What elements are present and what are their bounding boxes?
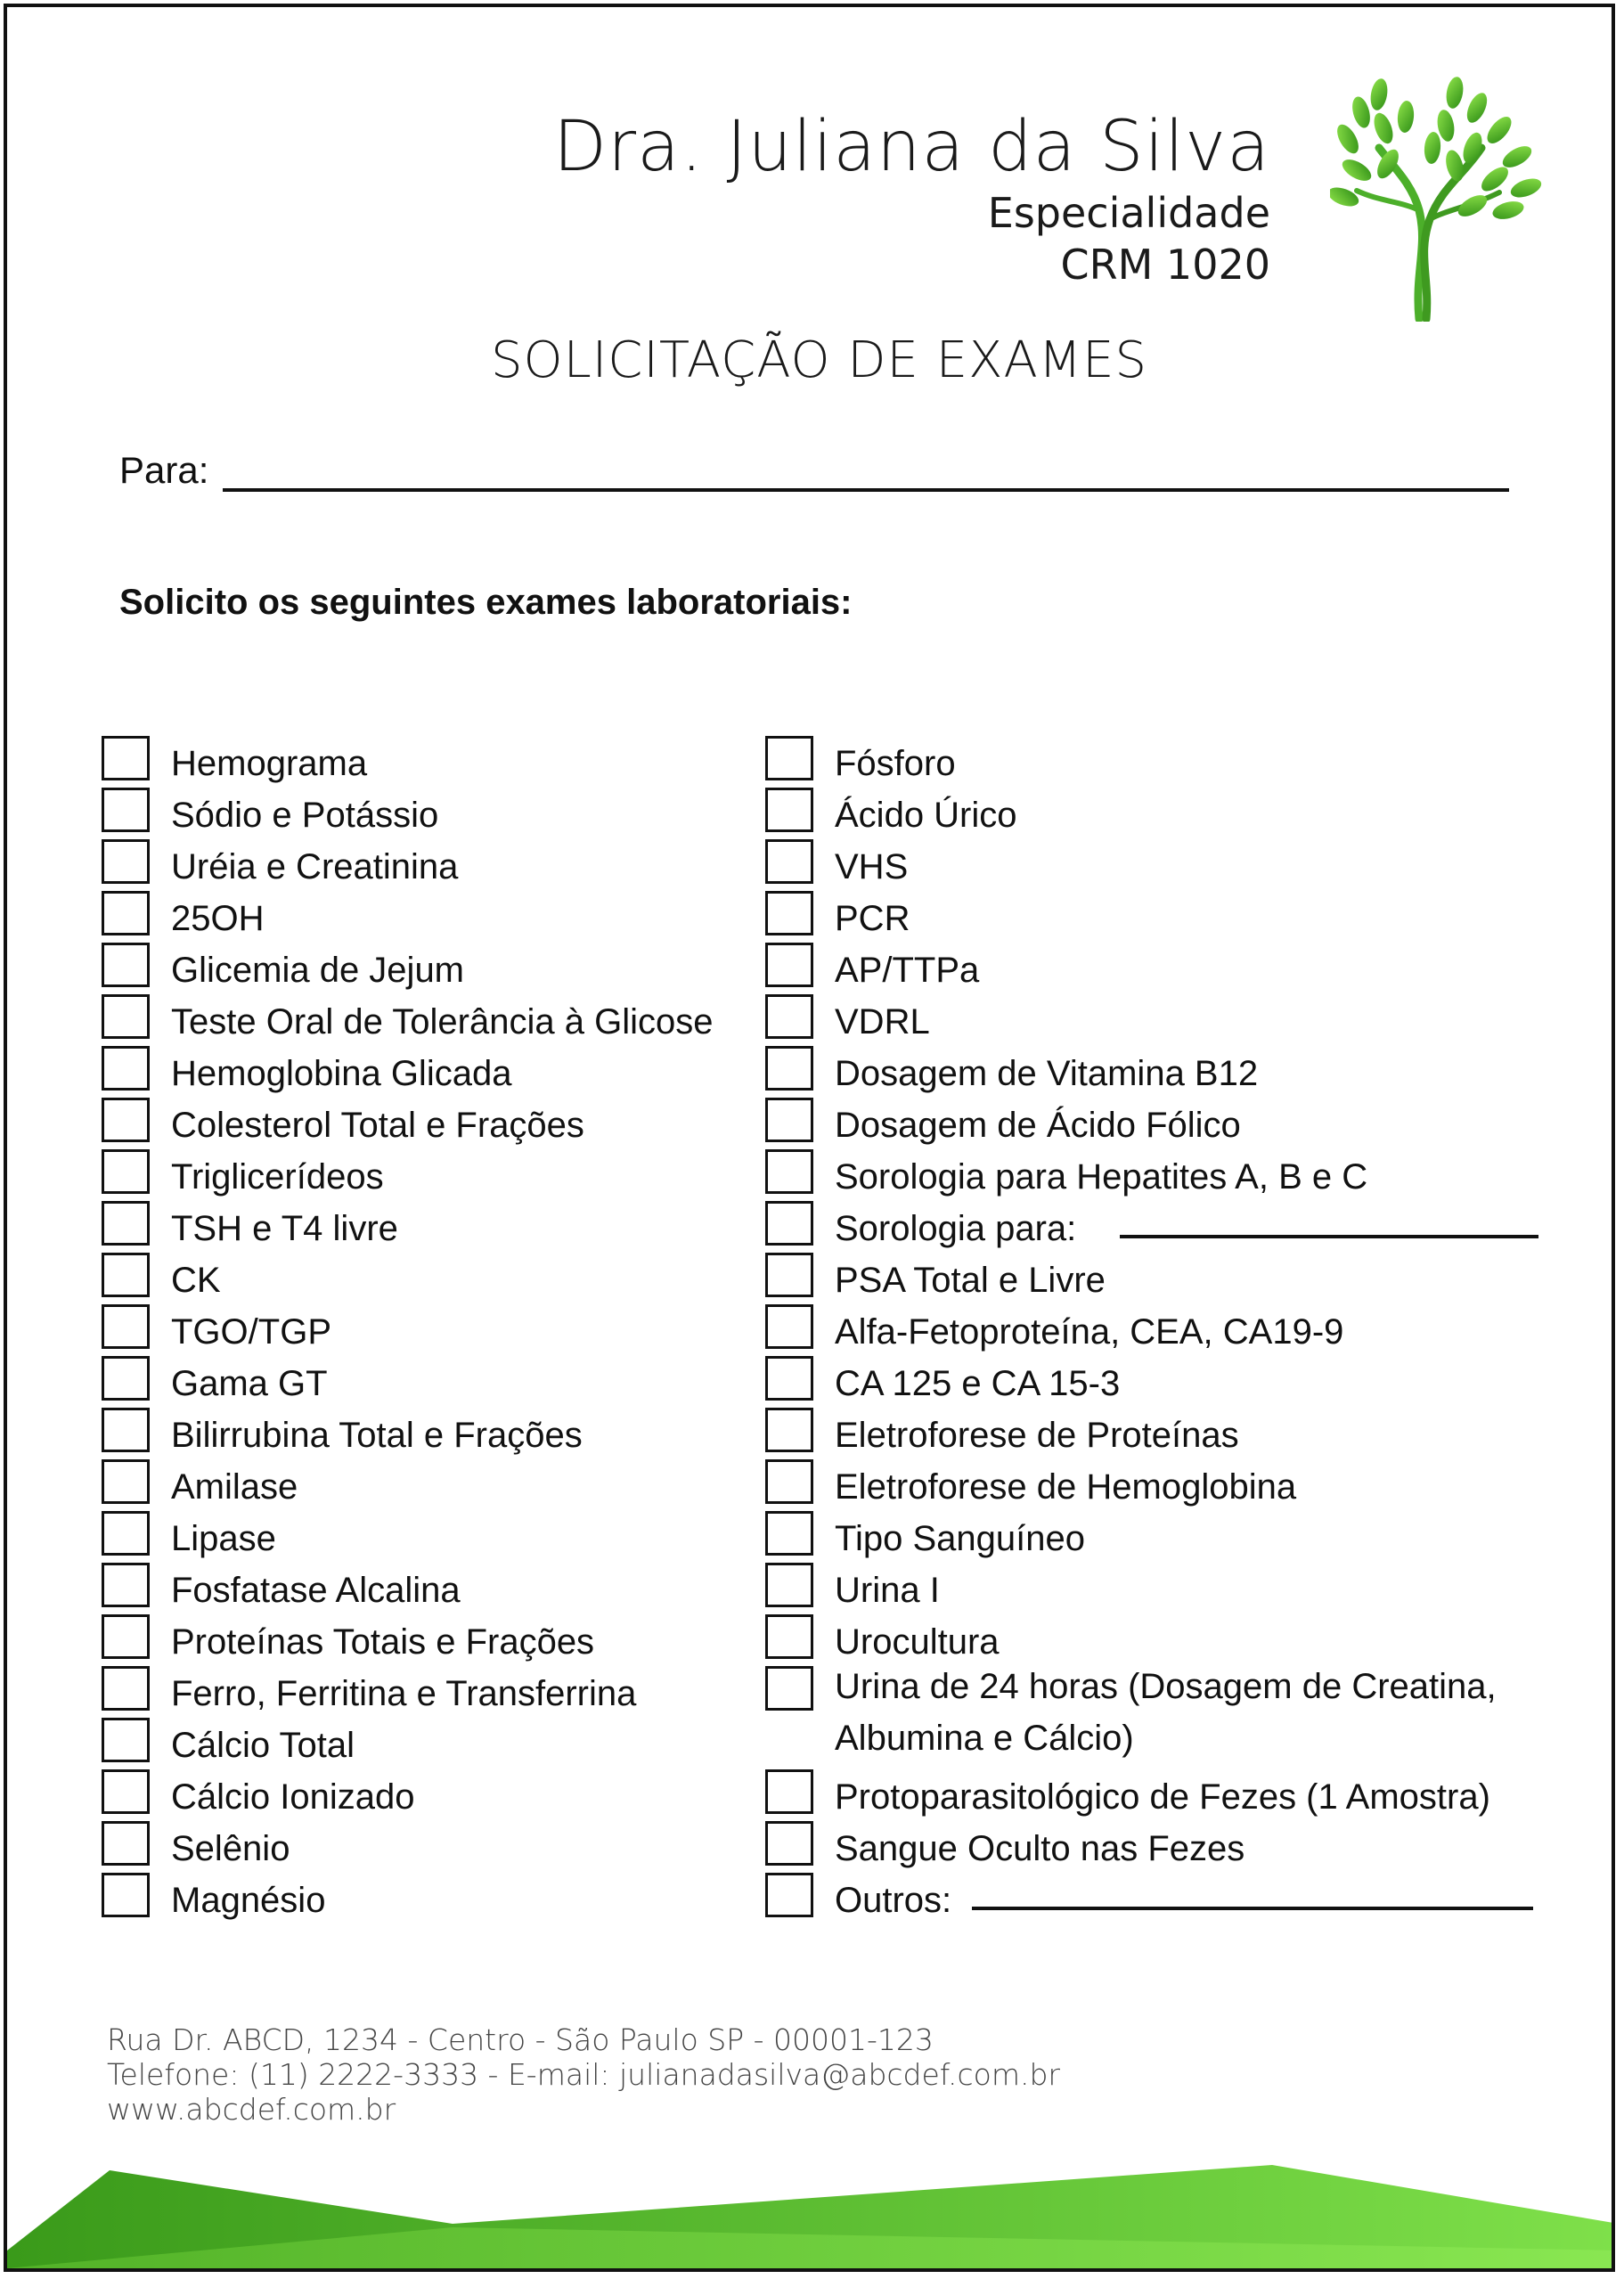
exam-checkbox[interactable] xyxy=(102,1304,150,1349)
exam-checkbox[interactable] xyxy=(102,994,150,1039)
exam-label: Colesterol Total e Frações xyxy=(171,1106,584,1145)
exam-label: Amilase xyxy=(171,1467,298,1507)
exam-checkbox[interactable] xyxy=(102,1408,150,1452)
page-frame xyxy=(4,4,1615,2272)
exam-label: Tipo Sanguíneo xyxy=(835,1519,1085,1558)
exam-checkbox[interactable] xyxy=(765,1098,813,1142)
footer-contact-line: Telefone: (11) 2222-3333 - E-mail: julianadasilva@abcdef.com.br xyxy=(107,2057,1061,2092)
exam-checkbox[interactable] xyxy=(765,1253,813,1297)
exam-checkbox[interactable] xyxy=(102,839,150,884)
exam-label: Urina de 24 horas (Dosagem de Creatina, Albumina e Cálcio) xyxy=(835,1667,1497,1758)
exam-label: Dosagem de Vitamina B12 xyxy=(835,1054,1259,1093)
exam-label: Cálcio Total xyxy=(171,1726,355,1765)
exam-checkbox[interactable] xyxy=(102,1873,150,1917)
exam-label: Sorologia para: xyxy=(835,1209,1077,1248)
exam-checkbox[interactable] xyxy=(765,1304,813,1349)
exam-label: Hemoglobina Glicada xyxy=(171,1054,512,1093)
exam-label: Urocultura xyxy=(835,1622,1000,1662)
exam-label: Dosagem de Ácido Fólico xyxy=(835,1106,1241,1145)
exam-label: Hemograma xyxy=(171,744,368,783)
exam-label: Eletroforese de Hemoglobina xyxy=(835,1467,1297,1507)
exam-label: Cálcio Ionizado xyxy=(171,1777,415,1817)
exam-checkbox[interactable] xyxy=(102,1769,150,1814)
exam-label: Protoparasitológico de Fezes (1 Amostra) xyxy=(835,1777,1490,1817)
request-intro: Solicito os seguintes exames laboratoriais: xyxy=(119,583,853,622)
exam-label: Eletroforese de Proteínas xyxy=(835,1416,1239,1455)
exam-label: Alfa-Fetoproteína, CEA, CA19-9 xyxy=(835,1312,1344,1352)
exam-checkbox[interactable] xyxy=(765,1769,813,1814)
exam-checkbox[interactable] xyxy=(102,1459,150,1504)
exam-checkbox[interactable] xyxy=(102,1149,150,1194)
footer-contact xyxy=(107,2022,1060,2127)
exam-checkbox[interactable] xyxy=(102,1821,150,1866)
exam-checkbox[interactable] xyxy=(765,1046,813,1090)
doctor-header xyxy=(552,107,1270,289)
exam-checkbox[interactable] xyxy=(765,788,813,832)
exam-checkbox[interactable] xyxy=(765,1356,813,1401)
footer-address: Rua Dr. ABCD, 1234 - Centro - São Paulo SP - 00001-123 xyxy=(107,2022,934,2057)
exam-label: PCR xyxy=(835,899,910,938)
exam-label: VDRL xyxy=(835,1002,930,1041)
exam-checkbox[interactable] xyxy=(102,1666,150,1711)
recipient-field[interactable] xyxy=(223,488,1509,492)
exam-label: Urina I xyxy=(835,1571,940,1610)
exam-checkbox[interactable] xyxy=(765,943,813,987)
exam-checkbox[interactable] xyxy=(102,1614,150,1659)
exam-checkbox[interactable] xyxy=(765,1614,813,1659)
exam-label: Fósforo xyxy=(835,744,956,783)
exam-checkbox[interactable] xyxy=(102,736,150,780)
exam-checkbox[interactable] xyxy=(765,839,813,884)
exam-label: Sorologia para Hepatites A, B e C xyxy=(835,1157,1368,1197)
fill-in-field[interactable] xyxy=(1120,1235,1538,1238)
exam-checkbox[interactable] xyxy=(765,891,813,935)
exam-checkbox[interactable] xyxy=(102,1356,150,1401)
exam-checkbox[interactable] xyxy=(765,1459,813,1504)
exam-label: AP/TTPa xyxy=(835,951,980,990)
recipient-row xyxy=(119,444,1509,506)
exam-checkbox[interactable] xyxy=(102,1718,150,1762)
exam-checkbox[interactable] xyxy=(102,1098,150,1142)
exam-label: CA 125 e CA 15-3 xyxy=(835,1364,1121,1403)
exam-label: TGO/TGP xyxy=(171,1312,331,1352)
exam-checkbox[interactable] xyxy=(102,1201,150,1246)
doctor-crm: CRM 1020 xyxy=(1060,241,1270,289)
doctor-specialty: Especialidade xyxy=(987,189,1270,237)
exam-label: Fosfatase Alcalina xyxy=(171,1571,461,1610)
recipient-label: Para: xyxy=(119,449,209,491)
exam-label: Proteínas Totais e Frações xyxy=(171,1622,595,1662)
exam-label: VHS xyxy=(835,847,909,886)
exam-label: PSA Total e Livre xyxy=(835,1261,1106,1300)
exam-checkbox[interactable] xyxy=(765,1408,813,1452)
exam-label: Selênio xyxy=(171,1829,290,1868)
exam-label: Lipase xyxy=(171,1519,276,1558)
exam-label: CK xyxy=(171,1261,221,1300)
exam-checkbox[interactable] xyxy=(765,994,813,1039)
exam-label: TSH e T4 livre xyxy=(171,1209,398,1248)
exam-label: Sangue Oculto nas Fezes xyxy=(835,1829,1245,1868)
exam-label: Outros: xyxy=(835,1881,952,1920)
exam-checkbox[interactable] xyxy=(102,788,150,832)
exam-checkbox[interactable] xyxy=(102,1046,150,1090)
exam-checkbox[interactable] xyxy=(765,736,813,780)
exam-label: Bilirrubina Total e Frações xyxy=(171,1416,583,1455)
footer-wave-decoration xyxy=(7,2152,1615,2268)
exam-label: Uréia e Creatinina xyxy=(171,847,459,886)
exam-checkbox[interactable] xyxy=(102,1253,150,1297)
exam-checkbox[interactable] xyxy=(102,943,150,987)
form-title: SOLICITAÇÃO DE EXAMES xyxy=(490,331,1148,389)
exam-checkbox[interactable] xyxy=(102,891,150,935)
exam-checkbox[interactable] xyxy=(102,1511,150,1556)
fill-in-field[interactable] xyxy=(972,1907,1533,1910)
exam-checkbox[interactable] xyxy=(765,1511,813,1556)
exam-label: 25OH xyxy=(171,899,265,938)
exam-label: Sódio e Potássio xyxy=(171,796,439,835)
exam-checkbox[interactable] xyxy=(765,1201,813,1246)
exam-checkbox[interactable] xyxy=(765,1873,813,1917)
exam-label: Gama GT xyxy=(171,1364,328,1403)
tree-logo-icon xyxy=(1330,77,1544,322)
footer-website: www.abcdef.com.br xyxy=(107,2092,396,2127)
exam-label: Teste Oral de Tolerância à Glicose xyxy=(171,1002,714,1041)
exam-label: Glicemia de Jejum xyxy=(171,951,465,990)
doctor-name: Dra. Juliana da Silva xyxy=(552,107,1270,187)
exam-checkbox[interactable] xyxy=(765,1149,813,1194)
exam-checkbox[interactable] xyxy=(765,1563,813,1607)
exam-label: Ácido Úrico xyxy=(835,796,1017,835)
exam-checkbox[interactable] xyxy=(765,1666,813,1711)
exam-label: Triglicerídeos xyxy=(171,1157,384,1197)
exam-label: Ferro, Ferritina e Transferrina xyxy=(171,1674,637,1713)
exam-label: Magnésio xyxy=(171,1881,326,1920)
exam-checkbox[interactable] xyxy=(765,1821,813,1866)
exam-checkbox[interactable] xyxy=(102,1563,150,1607)
